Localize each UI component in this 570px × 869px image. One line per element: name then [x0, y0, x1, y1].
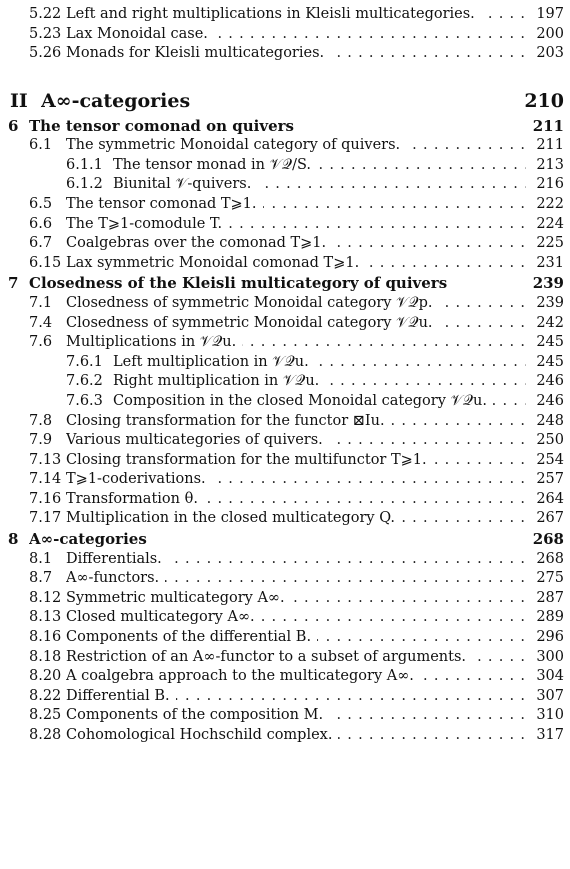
entry-number: 7.17 [29, 510, 62, 527]
entry-page-number: 246 [536, 392, 564, 409]
entry-title: Monads for Kleisli multicategories. . . . [66, 44, 526, 64]
entry-title: Various multicategories of quivers. . . . [66, 431, 526, 451]
entry-page-number: 317 [536, 726, 564, 743]
toc-entry[interactable] [0, 175, 570, 195]
chapter-number: 6 [8, 116, 19, 135]
toc-entry[interactable] [0, 215, 570, 235]
entry-number: 7.6.2 [66, 373, 103, 390]
entry-title: Biunital 𝒱-quivers. . . . [113, 175, 526, 195]
entry-title: T⩾1-coderivations. . . . [66, 470, 526, 490]
chapter-heading-7[interactable] [0, 273, 570, 294]
chapter-page-number: 268 [532, 530, 564, 549]
entry-number: 8.18 [29, 648, 62, 665]
chapter-title: A∞-categories [29, 529, 530, 550]
toc-entry[interactable] [0, 648, 570, 668]
entry-page-number: 213 [536, 156, 564, 173]
entry-number: 7.6.3 [66, 392, 103, 409]
entry-page-number: 224 [536, 215, 564, 232]
toc-entry[interactable] [0, 431, 570, 451]
entry-page-number: 289 [536, 609, 564, 626]
entry-title: The symmetric Monoidal category of quivers. . . . [66, 136, 526, 156]
toc-entry[interactable] [0, 628, 570, 648]
entry-number: 8.20 [29, 668, 62, 685]
entry-title: The T⩾1-comodule T. . . . [66, 215, 526, 235]
part-title: A∞-categories [41, 86, 530, 116]
entry-number: 7.6.1 [66, 353, 103, 370]
entry-title: Transformation θ. . . . [66, 490, 526, 510]
chapter-heading-8[interactable] [0, 529, 570, 550]
entry-page-number: 304 [536, 668, 564, 685]
entry-title: Composition in the closed Monoidal category 𝒱𝒬u. . . . [113, 392, 526, 412]
chapter-page-number: 211 [532, 116, 564, 135]
entry-number: 7.9 [29, 432, 53, 449]
entry-number: 8.7 [29, 570, 53, 587]
toc-entry[interactable] [0, 254, 570, 274]
entry-number: 5.22 [29, 6, 62, 22]
entry-page-number: 231 [536, 254, 564, 271]
entry-page-number: 242 [536, 314, 564, 331]
entry-page-number: 310 [536, 707, 564, 724]
toc-entry[interactable] [0, 667, 570, 687]
entry-title: Coalgebras over the comonad T⩾1. . . . [66, 234, 526, 254]
toc-entry[interactable] [0, 195, 570, 215]
toc-entry[interactable] [0, 372, 570, 392]
entry-number: 7.6 [29, 334, 53, 351]
entry-title: Differential B. . . . [66, 687, 526, 707]
entry-page-number: 268 [536, 550, 564, 567]
entry-page-number: 275 [536, 570, 564, 587]
entry-page-number: 222 [536, 196, 564, 213]
entry-number: 8.22 [29, 687, 62, 704]
toc-entry[interactable] [0, 687, 570, 707]
toc-entry[interactable] [0, 589, 570, 609]
entry-number: 6.15 [29, 254, 62, 271]
entry-page-number: 225 [536, 235, 564, 252]
entry-title: Cohomological Hochschild complex. . . . [66, 726, 526, 746]
chapter-page-number: 239 [532, 274, 564, 293]
entry-page-number: 300 [536, 648, 564, 665]
entry-title: Lax symmetric Monoidal comonad T⩾1. . . . [66, 254, 526, 274]
entry-number: 7.8 [29, 412, 53, 429]
toc-entry[interactable] [0, 470, 570, 490]
toc-entry[interactable] [0, 569, 570, 589]
entry-number: 6.5 [29, 196, 53, 213]
entry-page-number: 239 [536, 294, 564, 311]
entry-title: Right multiplication in 𝒱𝒬u. . . . [113, 372, 526, 392]
entry-page-number: 246 [536, 373, 564, 390]
toc-entry[interactable] [0, 490, 570, 510]
chapter-number: 8 [8, 530, 19, 549]
entry-title: Left and right multiplications in Kleisli multicategories. . . . [66, 5, 526, 25]
section-list-ch8 [0, 550, 570, 746]
toc-entry[interactable] [0, 333, 570, 353]
entry-title: Closedness of symmetric Monoidal category 𝒱𝒬p. . . . [66, 294, 526, 314]
entry-page-number: 250 [536, 432, 564, 449]
entry-number: 8.12 [29, 589, 62, 606]
entry-title: A∞-functors. . . . [66, 569, 526, 589]
chapter-number: 7 [8, 274, 19, 293]
entry-page-number: 264 [536, 490, 564, 507]
section-list-ch6 [0, 136, 570, 273]
entry-page-number: 248 [536, 412, 564, 429]
toc-entry[interactable] [0, 5, 570, 25]
part-number: II [10, 89, 28, 112]
section-list-ch7 [0, 294, 570, 529]
entry-number: 8.1 [29, 550, 53, 567]
toc-entry[interactable] [0, 392, 570, 412]
entry-number: 6.1 [29, 137, 53, 154]
entry-number: 8.25 [29, 707, 62, 724]
entry-page-number: 254 [536, 451, 564, 468]
entry-title: Components of the composition M. . . . [66, 706, 526, 726]
toc-entry[interactable] [0, 706, 570, 726]
entry-number: 6.6 [29, 215, 53, 232]
table-of-contents [0, 5, 570, 746]
entry-page-number: 216 [536, 176, 564, 193]
section-list-ch5 [0, 5, 570, 64]
entry-page-number: 245 [536, 353, 564, 370]
entry-title: Multiplications in 𝒱𝒬u. . . . [66, 333, 526, 353]
entry-number: 7.16 [29, 490, 62, 507]
toc-entry[interactable] [0, 136, 570, 156]
part-page-number: 210 [524, 89, 564, 112]
toc-entry[interactable] [0, 156, 570, 176]
entry-title: Multiplication in the closed multicategory Q. . . . [66, 509, 526, 529]
entry-number: 8.13 [29, 609, 62, 626]
entry-title: Components of the differential B. . . . [66, 628, 526, 648]
entry-page-number: 296 [536, 628, 564, 645]
entry-title: Closed multicategory A∞. . . . [66, 608, 526, 628]
entry-number: 6.1.1 [66, 156, 103, 173]
entry-title: The tensor monad in 𝒱𝒬/S. . . . [113, 156, 526, 176]
toc-entry[interactable] [0, 726, 570, 746]
toc-entry[interactable] [0, 234, 570, 254]
entry-number: 7.13 [29, 451, 62, 468]
entry-title: Closing transformation for the multifunctor T⩾1. . . . [66, 451, 526, 471]
entry-page-number: 200 [536, 25, 564, 42]
entry-title: The tensor comonad T⩾1. . . . [66, 195, 526, 215]
entry-title: Lax Monoidal case. . . . [66, 25, 526, 45]
entry-number: 6.1.2 [66, 176, 103, 193]
toc-entry[interactable] [0, 353, 570, 373]
entry-title: Closedness of symmetric Monoidal category 𝒱𝒬u. . . . [66, 314, 526, 334]
entry-number: 6.7 [29, 235, 53, 252]
toc-entry[interactable] [0, 44, 570, 64]
chapter-title: Closedness of the Kleisli multicategory of quivers [29, 273, 530, 294]
entry-title: Restriction of an A∞-functor to a subset of arguments. . . . [66, 648, 526, 668]
toc-entry[interactable] [0, 451, 570, 471]
part-heading[interactable] [0, 86, 570, 116]
entry-number: 7.14 [29, 471, 62, 488]
entry-page-number: 203 [536, 45, 564, 62]
entry-title: Symmetric multicategory A∞. . . . [66, 589, 526, 609]
entry-title: Closing transformation for the functor ⊠Iu. . . . [66, 412, 526, 432]
entry-number: 5.26 [29, 45, 62, 62]
entry-page-number: 307 [536, 687, 564, 704]
entry-number: 8.28 [29, 726, 62, 743]
chapter-heading-6[interactable] [0, 116, 570, 137]
toc-entry[interactable] [0, 294, 570, 314]
entry-page-number: 267 [536, 510, 564, 527]
entry-page-number: 257 [536, 471, 564, 488]
toc-entry[interactable] [0, 412, 570, 432]
entry-number: 8.16 [29, 628, 62, 645]
entry-page-number: 211 [536, 137, 564, 154]
entry-title: A coalgebra approach to the multicategory A∞. . . . [66, 667, 526, 687]
toc-entry[interactable] [0, 314, 570, 334]
entry-page-number: 287 [536, 589, 564, 606]
entry-number: 7.1 [29, 294, 53, 311]
entry-number: 5.23 [29, 25, 62, 42]
entry-number: 7.4 [29, 314, 53, 331]
toc-entry[interactable] [0, 550, 570, 570]
toc-entry[interactable] [0, 509, 570, 529]
entry-title: Differentials. . . . [66, 550, 526, 570]
entry-page-number: 197 [536, 6, 564, 22]
toc-entry[interactable] [0, 25, 570, 45]
entry-page-number: 245 [536, 334, 564, 351]
entry-title: Left multiplication in 𝒱𝒬u. . . . [113, 353, 526, 373]
chapter-title: The tensor comonad on quivers [29, 116, 530, 137]
toc-entry[interactable] [0, 608, 570, 628]
